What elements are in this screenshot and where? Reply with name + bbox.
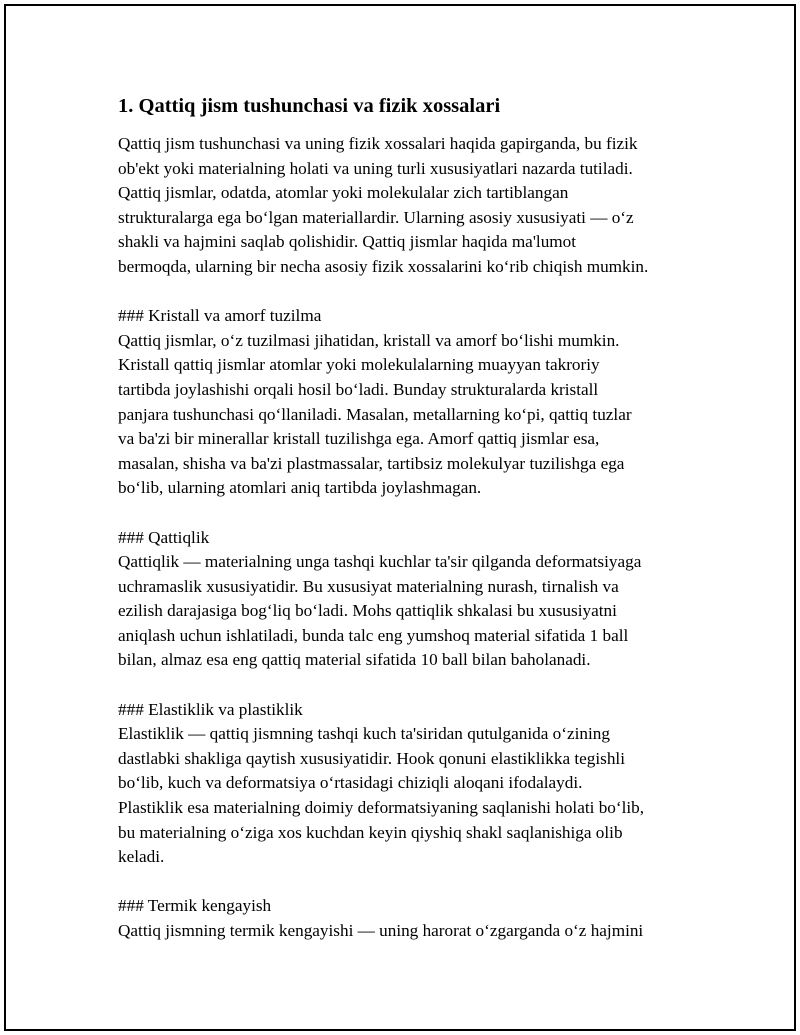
section-hardness xyxy=(118,526,693,674)
text-line: shakli va hajmini saqlab qolishidir. Qattiq jismlar haqida ma'lumot xyxy=(118,232,577,252)
text-line: bilan, almaz esa eng qattiq material sifatida 10 ball bilan baholanadi. xyxy=(118,650,591,670)
section-elasticity-plasticity xyxy=(118,698,693,870)
text-line: tartibda joylashishi orqali hosil bo‘ladi. Bunday strukturalarda kristall xyxy=(118,379,599,399)
text-line: bo‘lib, kuch va deformatsiya o‘rtasidagi chiziqli aloqani ifodalaydi. xyxy=(118,773,583,793)
text-line: bo‘lib, ularning atomlari aniq tartibda joylashmagan. xyxy=(118,478,482,498)
text-line: Qattiqlik — materialning unga tashqi kuchlar ta'sir qilganda deformatsiyaga xyxy=(118,552,642,572)
section-crystal-amorphous xyxy=(118,304,693,501)
section-heading: ### Kristall va amorf tuzilma xyxy=(118,306,322,326)
document-title: 1. Qattiq jism tushunchasi va fizik xossalari xyxy=(118,95,501,117)
text-line: keladi. xyxy=(118,847,165,867)
text-line: masalan, shisha va ba'zi plastmassalar, tartibsiz molekulyar tuzilishga ega xyxy=(118,453,625,473)
text-line: aniqlash uchun ishlatiladi, bunda talc eng yumshoq material sifatida 1 ball xyxy=(118,625,629,645)
paragraph-intro xyxy=(118,132,693,280)
text-line: Elastiklik — qattiq jismning tashqi kuch ta'siridan qutulganida o‘zining xyxy=(118,724,610,744)
text-line: Qattiq jismlar, o‘z tuzilmasi jihatidan, kristall va amorf bo‘lishi mumkin. xyxy=(118,330,620,350)
text-line: Plastiklik esa materialning doimiy deformatsiyaning saqlanishi holati bo‘lib, xyxy=(118,798,645,818)
text-line: strukturalarga ega bo‘lgan materiallardir. Ularning asosiy xususiyati — o‘z xyxy=(118,207,634,227)
section-thermal-expansion xyxy=(118,894,693,943)
text-line: ezilish darajasiga bog‘liq bo‘ladi. Mohs qattiqlik shkalasi bu xususiyatni xyxy=(118,601,617,621)
text-line: bermoqda, ularning bir necha asosiy fizik xossalarini ko‘rib chiqish mumkin. xyxy=(118,256,649,276)
section-heading: ### Elastiklik va plastiklik xyxy=(118,699,303,719)
text-line: dastlabki shakliga qaytish xususiyatidir. Hook qonuni elastiklikka tegishli xyxy=(118,748,625,768)
text-line: Qattiq jism tushunchasi va uning fizik xossalari haqida gapirganda, bu fizik xyxy=(118,134,638,153)
text-line: bu materialning o‘ziga xos kuchdan keyin qiyshiq shakl saqlanishiga olib xyxy=(118,822,623,842)
text-line: va ba'zi bir minerallar kristall tuzilishga ega. Amorf qattiq jismlar esa, xyxy=(118,429,600,449)
text-line: ob'ekt yoki materialning holati va uning turli xususiyatlari nazarda tutiladi. xyxy=(118,158,633,178)
text-line: uchramaslik xususiyatidir. Bu xususiyat materialning nurash, tirnalish va xyxy=(118,576,619,596)
document-body xyxy=(113,92,693,968)
text-line: Qattiq jismning termik kengayishi — uning harorat o‘zgarganda o‘z hajmini xyxy=(118,921,644,940)
section-heading: ### Termik kengayish xyxy=(118,896,272,916)
section-heading: ### Qattiqlik xyxy=(118,527,210,547)
text-line: Kristall qattiq jismlar atomlar yoki molekulalarning muayyan takroriy xyxy=(118,355,600,375)
text-line: Qattiq jismlar, odatda, atomlar yoki molekulalar zich tartiblangan xyxy=(118,183,569,203)
text-line: panjara tushunchasi qo‘llaniladi. Masalan, metallarning ko‘pi, qattiq tuzlar xyxy=(118,404,632,424)
